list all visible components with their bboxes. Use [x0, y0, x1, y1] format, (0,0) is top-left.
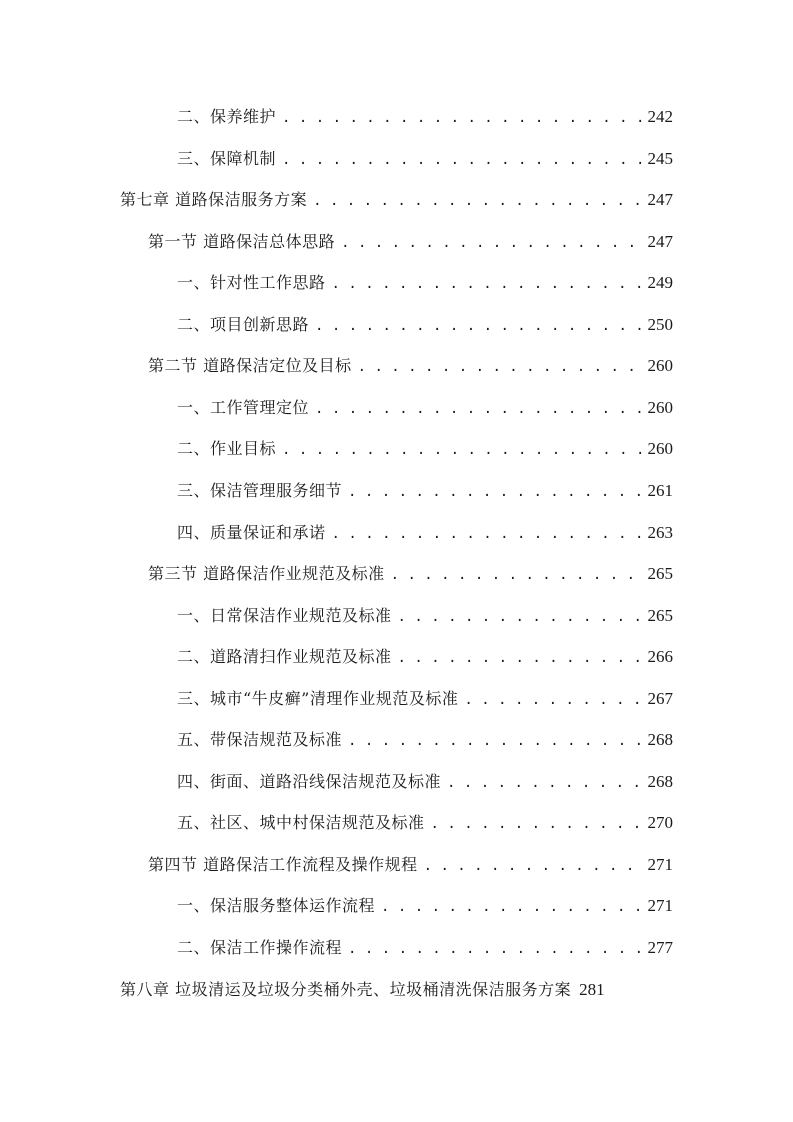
- toc-entry-page-number: 247: [647, 190, 673, 210]
- toc-entry-page-number: 249: [647, 273, 673, 293]
- toc-entry-page-number: 263: [647, 522, 673, 542]
- toc-leader-dots: [424, 854, 642, 878]
- toc-leader-dots: [332, 272, 642, 296]
- toc-entry[interactable]: [177, 645, 673, 669]
- toc-entry-page-number: 250: [647, 314, 673, 334]
- toc-entry[interactable]: [148, 853, 673, 877]
- toc-leader-dots: [348, 729, 641, 753]
- toc-entry[interactable]: [177, 105, 673, 129]
- toc-entry-page-number: 242: [647, 107, 673, 126]
- toc-leader-dots: [282, 438, 641, 462]
- toc-leader-dots: [315, 397, 641, 421]
- toc-leader-dots: [381, 895, 641, 919]
- toc-entry[interactable]: [177, 147, 673, 171]
- toc-entry[interactable]: [177, 313, 673, 337]
- toc-entry-title: 第二节 道路保洁定位及目标: [148, 356, 352, 376]
- toc-entry-page-number: 277: [647, 938, 673, 957]
- toc-entry[interactable]: [177, 271, 673, 295]
- toc-entry-page-number: 281: [579, 979, 605, 999]
- toc-entry[interactable]: [120, 188, 673, 212]
- toc-entry-page-number: 270: [647, 813, 673, 833]
- toc-entry[interactable]: [177, 521, 673, 545]
- toc-entry-title: 一、日常保洁作业规范及标准: [177, 605, 392, 625]
- toc-entry[interactable]: [177, 437, 673, 461]
- toc-entry-title: 第四节 道路保洁工作流程及操作规程: [148, 854, 418, 874]
- toc-leader-dots: [464, 688, 641, 712]
- toc-entry-title: 一、工作管理定位: [177, 397, 310, 417]
- toc-leader-dots: [282, 106, 641, 130]
- toc-entry[interactable]: [177, 479, 673, 503]
- toc-entry-page-number: 271: [647, 854, 673, 874]
- toc-entry-title: 五、社区、城中村保洁规范及标准: [177, 813, 425, 833]
- toc-leader-dots: [315, 314, 641, 338]
- toc-entry[interactable]: [177, 770, 673, 794]
- toc-leader-dots: [282, 148, 641, 172]
- toc-entry[interactable]: [177, 687, 673, 711]
- toc-entry[interactable]: [148, 354, 673, 378]
- toc-entry-title: 二、道路清扫作业规范及标准: [177, 647, 392, 667]
- toc-entry[interactable]: [177, 396, 673, 420]
- toc-entry-page-number: 261: [647, 480, 673, 500]
- toc-leader-dots: [391, 563, 642, 587]
- toc-entry-page-number: 268: [647, 730, 673, 750]
- toc-entry-title: 二、项目创新思路: [177, 314, 310, 334]
- toc-entry-title: 三、保障机制: [177, 148, 277, 168]
- toc-entry-title: 四、街面、道路沿线保洁规范及标准: [177, 771, 442, 791]
- toc-leader-dots: [398, 605, 642, 629]
- toc-leader-dots: [431, 812, 642, 836]
- toc-leader-dots: [341, 231, 641, 255]
- toc-entry[interactable]: [148, 562, 673, 586]
- toc-entry[interactable]: [177, 811, 673, 835]
- toc-entry-page-number: 260: [647, 356, 673, 376]
- toc-entry-title: 第一节 道路保洁总体思路: [148, 231, 336, 251]
- toc-entry-title: 二、保养维护: [177, 107, 277, 126]
- toc-entry-title: 一、针对性工作思路: [177, 273, 326, 293]
- toc-entry-title: 二、作业目标: [177, 439, 277, 459]
- toc-entry-title: 三、城市“牛皮癣”清理作业规范及标准: [177, 688, 459, 708]
- toc-entry[interactable]: [177, 936, 673, 960]
- toc-entry-page-number: 265: [647, 564, 673, 584]
- toc-entry-title: 第八章 垃圾清运及垃圾分类桶外壳、垃圾桶清洗保洁服务方案: [120, 979, 572, 999]
- toc-entry-page-number: 271: [647, 896, 673, 916]
- toc-entry-title: 一、保洁服务整体运作流程: [177, 896, 376, 916]
- toc-entry-page-number: 260: [647, 439, 673, 459]
- toc-leader-dots: [447, 771, 641, 795]
- toc-entry-page-number: 265: [647, 605, 673, 625]
- toc-entry[interactable]: [120, 978, 673, 1002]
- toc-entry-page-number: 268: [647, 771, 673, 791]
- toc-leader-dots: [358, 355, 642, 379]
- toc-leader-dots: [398, 646, 642, 670]
- toc-entry-title: 三、保洁管理服务细节: [177, 480, 343, 500]
- toc-entry-page-number: 245: [647, 148, 673, 168]
- toc-entry-title: 第三节 道路保洁作业规范及标准: [148, 564, 385, 584]
- toc-entry[interactable]: [177, 728, 673, 752]
- toc-entry[interactable]: [177, 894, 673, 918]
- toc-entry-title: 四、质量保证和承诺: [177, 522, 326, 542]
- toc-entry-page-number: 266: [647, 647, 673, 667]
- toc-entry-title: 第七章 道路保洁服务方案: [120, 190, 308, 210]
- toc-entry-page-number: 267: [647, 688, 673, 708]
- toc-leader-dots: [348, 480, 641, 504]
- toc-entry[interactable]: [148, 230, 673, 254]
- toc-entry[interactable]: [177, 604, 673, 628]
- toc-leader-dots: [332, 522, 642, 546]
- toc-entry-page-number: 247: [647, 231, 673, 251]
- toc-entry-page-number: 260: [647, 397, 673, 417]
- toc-leader-dots: [313, 189, 641, 213]
- toc-leader-dots: [348, 937, 641, 961]
- toc-entry-title: 五、带保洁规范及标准: [177, 730, 343, 750]
- toc-entry-title: 二、保洁工作操作流程: [177, 938, 343, 957]
